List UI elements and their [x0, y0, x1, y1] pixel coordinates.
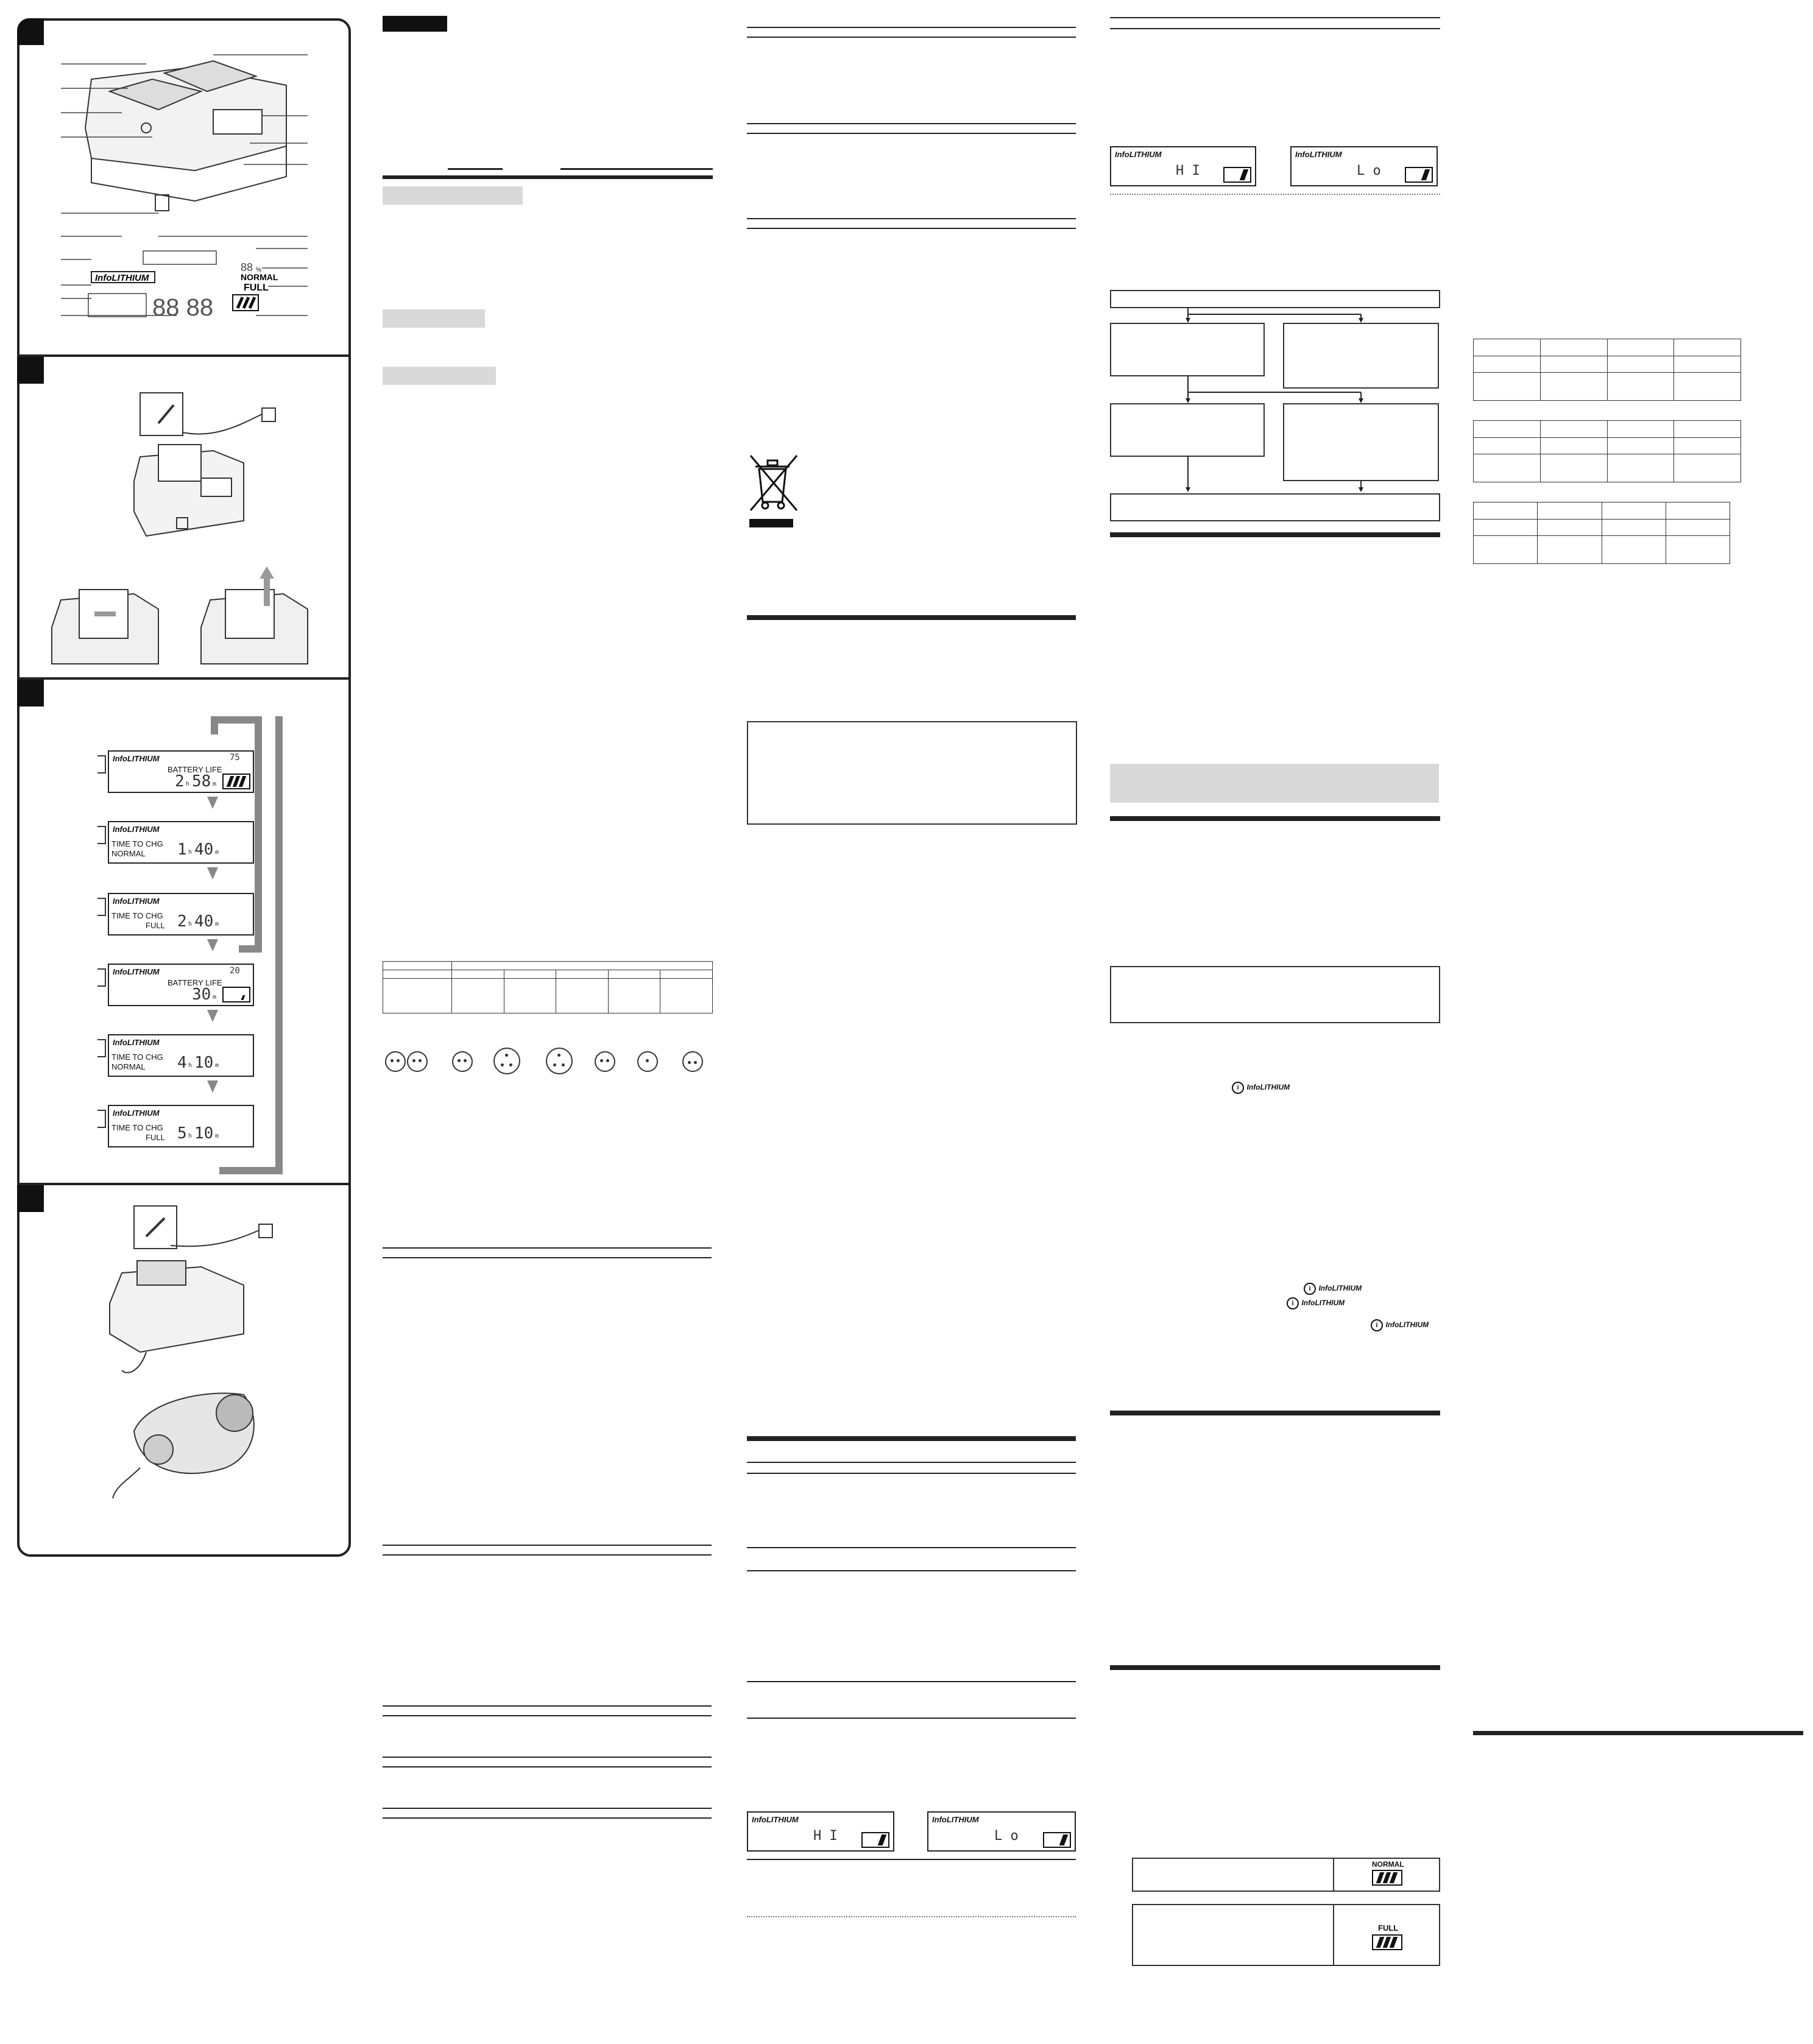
lcd-label: TIME TO CHG: [111, 839, 163, 848]
section-rule: [1110, 1665, 1440, 1670]
lcd-brand: InfoLITHIUM: [1295, 150, 1342, 159]
cycle-return-line: [239, 945, 262, 953]
lcd-label: TIME TO CHG: [111, 911, 163, 920]
cycle-return-line: [275, 716, 283, 1174]
divider: [383, 1715, 712, 1716]
section-badge-d: [17, 1185, 44, 1212]
divider: [747, 123, 1076, 124]
connection-diagram: [37, 365, 341, 670]
dotted-divider: [747, 1916, 1076, 1917]
divider: [747, 1547, 1076, 1548]
plug-icon-o2: [682, 1051, 703, 1072]
panel-separator: [17, 677, 351, 680]
down-arrow-icon: [207, 1010, 218, 1022]
lcd-brand: InfoLITHIUM: [113, 1038, 160, 1047]
battery-icon: [1043, 1832, 1071, 1848]
lcd-mode-label: NORMAL: [111, 1062, 146, 1071]
battery-icon: [222, 987, 250, 1003]
normal-label: NORMAL: [241, 272, 278, 282]
spec-table: [383, 961, 713, 1013]
heading-band: [383, 367, 496, 385]
table-2: [1473, 420, 1741, 482]
weee-bin-icon: [746, 451, 800, 530]
plug-icon-se: [595, 1051, 615, 1072]
lcd-brand: InfoLITHIUM: [113, 1108, 160, 1118]
lcd-bracket: [97, 898, 106, 916]
down-arrow-icon: [207, 939, 218, 951]
cycle-arrow: [211, 716, 260, 724]
section-badge-c: [17, 680, 44, 707]
percent-unit: %: [256, 267, 261, 273]
lcd-code: L o: [1357, 163, 1381, 178]
plug-icon-b: [407, 1051, 428, 1072]
temperature-lcd: [747, 1811, 894, 1852]
section-badge-a: [17, 18, 44, 45]
temperature-lcd: [927, 1811, 1076, 1852]
lcd-h-unit: h: [188, 1062, 193, 1069]
lcd-m-unit: m: [215, 921, 219, 928]
down-arrow-icon: [207, 797, 218, 809]
lcd-m-unit: m: [215, 1133, 219, 1140]
divider: [383, 1817, 712, 1819]
lcd-m-unit: m: [213, 781, 217, 788]
panel-separator: [17, 354, 351, 357]
divider: [383, 1766, 712, 1767]
battery-icon-normal: [1372, 1870, 1402, 1886]
divider: [448, 168, 503, 170]
note-box: [1110, 966, 1440, 1023]
battery-icon: [1405, 167, 1433, 183]
divider: [747, 1681, 1076, 1682]
divider: [383, 1808, 712, 1809]
lcd-brand: InfoLITHIUM: [1115, 150, 1162, 159]
divider: [383, 1247, 712, 1249]
down-arrow-icon: [207, 867, 218, 879]
divider: [747, 1473, 1076, 1474]
lcd-code: H I: [1176, 163, 1200, 178]
lcd-bracket: [97, 1110, 106, 1128]
full-label: FULL: [244, 283, 269, 293]
lcd-h-unit: h: [188, 921, 193, 928]
lcd-mode-label: FULL: [146, 1133, 165, 1142]
flow-box-bottom: [1110, 493, 1440, 521]
lcd-hours: 1: [177, 841, 187, 859]
plug-icon-c: [452, 1051, 473, 1072]
charger-diagram: [55, 43, 317, 347]
heading-band: [383, 186, 523, 205]
lcd-m-unit: m: [215, 849, 219, 856]
plug-icon-bf: [493, 1048, 520, 1074]
battery-icon: [222, 774, 250, 789]
lcd-label: TIME TO CHG: [111, 1123, 163, 1132]
lcd-label: BATTERY LIFE: [168, 978, 222, 987]
plug-icon-b3: [546, 1048, 573, 1074]
section-rule: [1110, 816, 1440, 821]
lcd-panel: [108, 821, 254, 864]
section-rule: [383, 175, 713, 179]
lcd-brand: InfoLITHIUM: [113, 825, 160, 834]
infolithium-logo-inline: i InfoLITHIUM: [1232, 1082, 1290, 1094]
lcd-brand: InfoLITHIUM: [113, 754, 160, 763]
lcd-hours: 5: [177, 1124, 187, 1143]
lcd-code: H I: [813, 1828, 838, 1844]
lcd-brand: InfoLITHIUM: [752, 1815, 799, 1824]
down-arrow-icon: [207, 1080, 218, 1093]
divider: [383, 1705, 712, 1707]
lcd-code: L o: [994, 1828, 1019, 1844]
divider: [747, 1462, 1076, 1463]
lcd-mode-label: FULL: [146, 921, 165, 930]
battery-icon: [1223, 167, 1251, 183]
lcd-hours: 4: [177, 1054, 187, 1072]
infolithium-logo-inline: i InfoLITHIUM: [1304, 1283, 1362, 1295]
divider: [383, 1757, 712, 1758]
temperature-lcd: [1110, 146, 1256, 186]
dotted-divider: [1110, 194, 1440, 195]
cycle-return-line: [255, 716, 262, 951]
divider: [747, 133, 1076, 134]
heading-band: [383, 309, 485, 328]
lcd-panel: [108, 750, 254, 793]
panel-separator: [17, 1183, 351, 1185]
divider: [747, 218, 1076, 219]
language-tab: [383, 16, 447, 32]
section-rule: [1473, 1731, 1803, 1735]
note-box: [747, 721, 1077, 825]
lcd-bracket: [97, 1039, 106, 1057]
display-brand-label: InfoLITHIUM: [95, 273, 149, 283]
heading-band: [1110, 764, 1439, 803]
lcd-h-unit: h: [188, 1133, 193, 1140]
lcd-m-unit: m: [215, 1062, 219, 1069]
lcd-minutes: 40: [194, 841, 214, 859]
lcd-bracket: [97, 968, 106, 987]
lcd-hours: 2: [175, 772, 185, 791]
lcd-label: BATTERY LIFE: [168, 765, 222, 774]
lcd-brand: InfoLITHIUM: [113, 897, 160, 906]
box-divider: [1333, 1904, 1334, 1965]
lcd-minutes: 30: [192, 985, 211, 1004]
divider: [747, 1718, 1076, 1719]
table-3: [1473, 502, 1730, 564]
flowchart-connectors: [1110, 305, 1439, 495]
section-rule: [1110, 1411, 1440, 1415]
divider: [747, 228, 1076, 229]
lcd-h-unit: h: [188, 849, 193, 856]
cycle-return-line: [219, 1167, 283, 1174]
divider: [383, 1554, 712, 1556]
lcd-brand: InfoLITHIUM: [932, 1815, 979, 1824]
lcd-hours: 2: [177, 912, 187, 931]
divider: [747, 27, 1076, 28]
lcd-minutes: 40: [194, 912, 214, 931]
infolithium-logo-inline: i InfoLITHIUM: [1287, 1297, 1345, 1309]
lcd-minutes: 58: [192, 772, 211, 791]
table-1: [1473, 339, 1741, 401]
section-rule: [747, 1436, 1076, 1441]
infolithium-logo-inline: i InfoLITHIUM: [1371, 1319, 1429, 1331]
section-rule: [747, 615, 1076, 620]
camcorder-diagram: [104, 1194, 311, 1529]
percent-digits: 88: [241, 261, 253, 273]
divider: [1110, 17, 1440, 18]
divider: [383, 1545, 712, 1546]
lcd-brand: InfoLITHIUM: [113, 967, 160, 976]
lcd-minutes: 10: [194, 1124, 214, 1143]
plug-icon-a: [385, 1051, 406, 1072]
battery-icon-full: [1372, 1934, 1402, 1950]
lcd-percent: 75: [230, 753, 240, 763]
divider: [383, 1257, 712, 1258]
lcd-panel: [108, 964, 254, 1006]
divider: [747, 1570, 1076, 1571]
divider: [747, 37, 1076, 38]
lcd-h-unit: h: [186, 781, 190, 788]
lcd-bracket: [97, 826, 106, 844]
lcd-label: TIME TO CHG: [111, 1052, 163, 1062]
divider: [1110, 28, 1440, 29]
lcd-panel: [108, 1105, 254, 1147]
lcd-percent: 20: [230, 966, 240, 976]
section-rule: [1110, 532, 1440, 537]
full-status-label: FULL: [1378, 1923, 1399, 1933]
lcd-m-unit: m: [213, 994, 217, 1001]
lcd-mode-label: NORMAL: [111, 849, 146, 858]
battery-icon: [861, 1832, 889, 1848]
lcd-minutes: 10: [194, 1054, 214, 1072]
divider: [747, 1859, 1076, 1860]
divider: [560, 168, 713, 170]
lcd-bracket: [97, 755, 106, 774]
plug-icon-o: [637, 1051, 658, 1072]
lcd-panel: [108, 893, 254, 936]
time-digits: 88 88: [152, 294, 214, 321]
lcd-panel: [108, 1034, 254, 1077]
box-divider: [1333, 1858, 1334, 1891]
temperature-lcd: [1290, 146, 1438, 186]
normal-status-label: NORMAL: [1372, 1860, 1404, 1869]
